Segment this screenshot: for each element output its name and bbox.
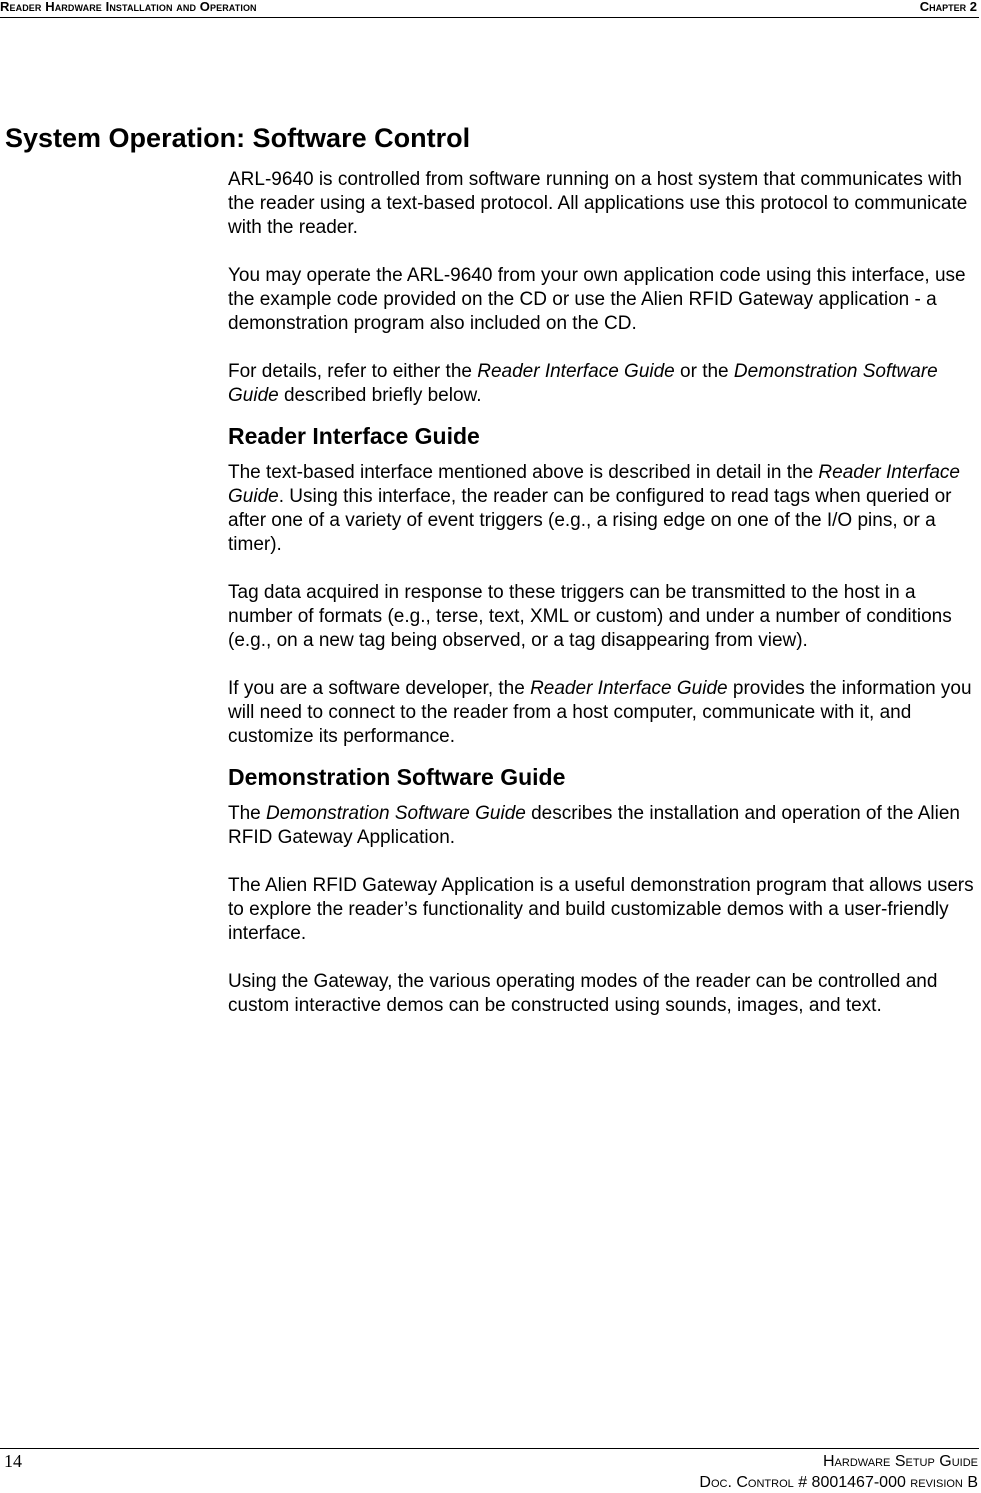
page-number: 14 (4, 1451, 22, 1471)
footer-document-info (699, 1451, 978, 1493)
running-header (0, 0, 979, 18)
text-run: . Using this interface, the reader can be configured to read tags when queried or after one of a variety of event triggers (e.g., a rising edge on one of the I/O pins, or a timer). (228, 486, 952, 555)
header-chapter-number: Chapter 2 (919, 0, 977, 14)
demonstration-software-guide-heading: Demonstration Software Guide (228, 764, 566, 790)
demonstration-software-guide-reference: Demonstration Software Guide (266, 803, 526, 824)
footer-rule (0, 1448, 979, 1449)
text-run: For details, refer to either the (228, 361, 478, 382)
reader-interface-paragraph-2: Tag data acquired in response to these triggers can be transmitted to the host in a number of formats (e.g., terse, text, XML or custom) and under a number of conditions (e.g., on a new tag being observed, or a tag disappearing from view). (228, 582, 952, 651)
section-body (228, 168, 980, 1042)
demo-guide-paragraph-3: Using the Gateway, the various operating modes of the reader can be controlled and custom interactive demos can be constructed using sounds, images, and text. (228, 971, 938, 1016)
demo-guide-paragraph-1 (228, 802, 980, 850)
text-run: described briefly below. (278, 385, 482, 406)
reader-interface-guide-reference: Reader Interface Guide (228, 462, 960, 507)
text-run: The text-based interface mentioned above is described in detail in the (228, 462, 819, 483)
section-title: System Operation: Software Control (5, 123, 471, 153)
header-chapter-title: Reader Hardware Installation and Operation (0, 0, 257, 14)
text-run: provides the information you will need to connect to the reader from a host computer, communicate with it, and customize its performance. (228, 678, 972, 747)
demo-guide-paragraph-2: The Alien RFID Gateway Application is a useful demonstration program that allows users to explore the reader’s functionality and build customizable demos with a user-friendly interface. (228, 875, 974, 944)
reader-interface-paragraph-3 (228, 677, 980, 749)
text-run: describes the installation and operation of the Alien RFID Gateway Application. (228, 803, 960, 848)
text-run: If you are a software developer, the (228, 678, 531, 699)
reader-interface-guide-reference: Reader Interface Guide (477, 361, 675, 382)
footer-guide-title: Hardware Setup Guide (823, 1453, 978, 1470)
intro-paragraph-1: ARL-9640 is controlled from software running on a host system that communicates with the reader using a text-based protocol. All applications use this protocol to communicate with the reader. (228, 169, 968, 238)
intro-paragraph-2: You may operate the ARL-9640 from your own application code using this interface, use the example code provided on the CD or use the Alien RFID Gateway application - a demonstration program also included on the CD. (228, 265, 966, 334)
reader-interface-paragraph-1 (228, 461, 980, 557)
reader-interface-guide-heading: Reader Interface Guide (228, 423, 480, 449)
reader-interface-guide-reference: Reader Interface Guide (530, 678, 728, 699)
demonstration-software-guide-reference: Demonstration Software Guide (228, 361, 938, 406)
text-run: or the (674, 361, 734, 382)
text-run: The (228, 803, 267, 824)
footer-doc-control: Doc. Control # 8001467-000 revision B (699, 1474, 978, 1491)
intro-paragraph-3 (228, 360, 980, 408)
